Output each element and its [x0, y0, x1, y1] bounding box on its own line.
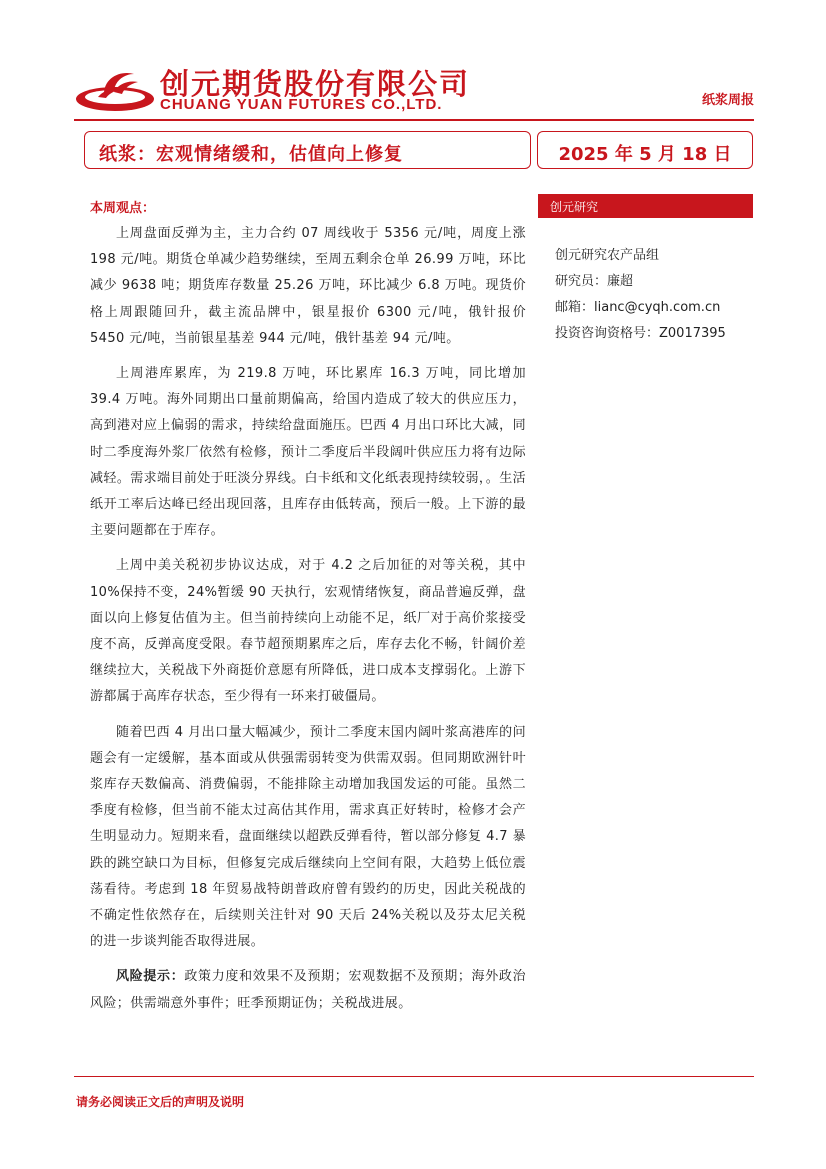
company-name-cn: 创元期货股份有限公司: [160, 67, 471, 101]
researcher-name: 研究员：廉超: [555, 274, 634, 289]
main-content: [90, 200, 526, 1017]
sidebar-section-bar: [538, 194, 753, 218]
paragraph-risk: [90, 964, 526, 1016]
report-title: 纸浆：宏观情绪缓和，估值向上修复: [99, 144, 403, 165]
section-title-weekly-view: 本周观点：: [90, 201, 156, 216]
report-date-box: [537, 131, 753, 169]
license-number: 投资咨询资格号：Z0017395: [555, 326, 726, 341]
paragraph-outlook: 随着巴西 4 月出口量大幅减少，预计二季度末国内阔叶浆高港库的问题会有一定缓解，基本面或从供强需弱转变为供需双弱。但同期欧洲针叶浆库存天数偏高、消费偏弱，不能排除主动增加我国发运的可能。虽然二季度有检修，但当前不能太过高估其作用，需求真正好转时，检修才会产生明显动力。短期来看，盘面继续以超跌反弹看待，暂以部分修复 4.7 暴跌的跳空缺口为目标，但修复完成后继续向上空间有限，大趋势上低位震荡看待。考虑到 18 年贸易战特朗普政府曾有毁约的历史，因此关税战的不确定性依然存在，后续则关注针对 90 天后 24%关税以及芬太尼关税的进一步谈判能否取得进展。: [90, 724, 526, 950]
paragraph-port-inventory: 上周港库累库，为 219.8 万吨，环比累库 16.3 万吨，同比增加 39.4 万吨。海外同期出口量前期偏高，给国内造成了较大的供应压力，高到港对应上偏弱的需求，持续给盘面施压。巴西 4 月出口环比大减，同时二季度海外浆厂依然有检修，预计二季度后半段阔叶供应压力将有边际减轻。需求端目前处于旺淡分界线。白卡纸和文化纸表现持续较弱，。生活纸开工率后达峰已经出现回落，且库存由低转高，预后一般。上下游的最主要问题都在于库存。: [90, 366, 526, 539]
research-group: 创元研究农产品组: [555, 248, 660, 263]
header-divider: [74, 119, 754, 121]
report-type-label: 纸浆周报: [701, 93, 754, 108]
paragraph-market-review: 上周盘面反弹为主，主力合约 07 周线收于 5356 元/吨，周度上涨 198 元/吨。期货仓单减少趋势继续，至周五剩余仓单 26.99 万吨，环比减少 9638 吨；期货库存数量 25.26 万吨，环比减少 6.8 万吨。现货价格上周跟随回升，截主流品牌中，银星报价 6300 元/吨，俄针报价 5450 元/吨，当前银星基差 944 元/吨，俄针基差 94 元/吨。: [90, 226, 526, 346]
risk-label: 风险提示：: [116, 969, 185, 985]
footer-divider: [74, 1076, 754, 1077]
footer-disclaimer: 请务必阅读正文后的声明及说明: [76, 1095, 245, 1109]
company-logo-icon: [74, 68, 156, 114]
company-name-en: CHUANG YUAN FUTURES CO.,LTD.: [160, 96, 443, 113]
report-date: 2025 年 5 月 18 日: [558, 144, 732, 165]
researcher-email: 邮箱：lianc@cyqh.com.cn: [555, 300, 721, 315]
paragraph-tariff-agreement: 上周中美关税初步协议达成，对于 4.2 之后加征的对等关税，其中 10%保持不变，24%暂缓 90 天执行，宏观情绪恢复，商品普遍反弹，盘面以向上修复估值为主。但当前持续向上动能不足，纸厂对于高价浆接受度不高，反弹高度受限。春节超预期累库之后，库存去化不畅，针阔价差继续拉大，关税战下外商挺价意愿有所降低，进口成本支撑弱化。上游下游都属于高库存状态，至少得有一环来打破僵局。: [90, 558, 526, 705]
risk-text: 政策力度和效果不及预期；宏观数据不及预期；海外政治风险；供需端意外事件；旺季预期证伪；关税战进展。: [90, 969, 526, 1011]
analyst-info: [555, 243, 755, 347]
report-title-box: [84, 131, 531, 169]
sidebar-section-label: 创元研究: [550, 200, 599, 214]
page-header: [0, 0, 826, 122]
